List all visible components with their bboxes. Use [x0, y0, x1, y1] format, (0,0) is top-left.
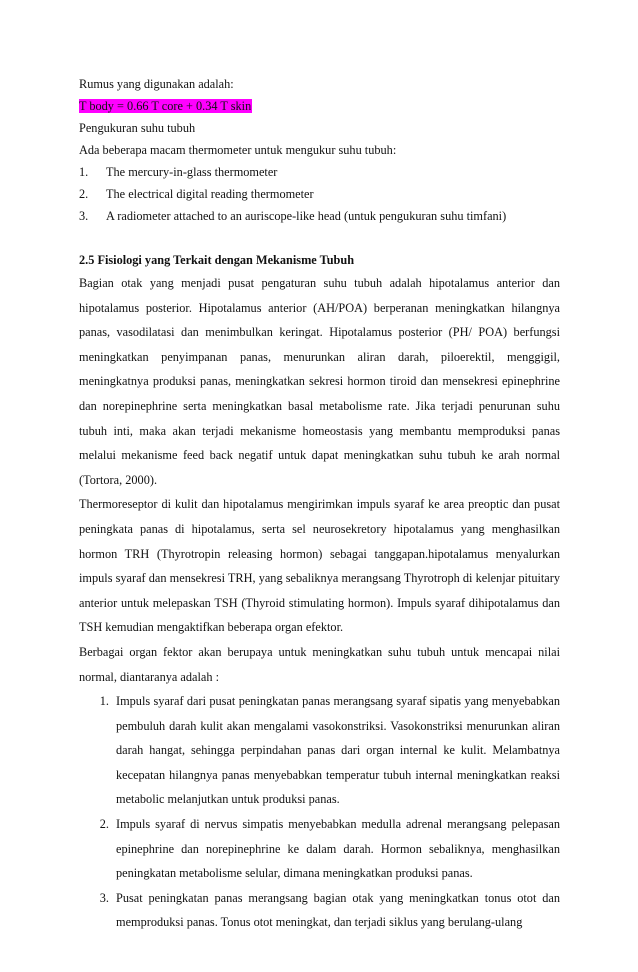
- list-item-number: 1.: [79, 165, 89, 179]
- list-item-text: The mercury-in-glass thermometer: [106, 165, 278, 179]
- list-item-text: Impuls syaraf dari pusat peningkatan panas merangsang syaraf sipatis yang menyebabkan pembuluh darah kulit akan mengalami vasokonstriksi. Vasokonstriksi menurunkan aliran darah hangat, sehingga perpindahan panas dari organ internal ke kulit. Melambatnya kecepatan hilangnya panas menyebabkan temperatur tubuh internal meningkatkan reaksi metabolic melanjutkan untuk produksi panas.: [116, 694, 560, 807]
- list-item-number: 1.: [99, 694, 109, 709]
- list-item-number: 3.: [79, 209, 89, 223]
- paragraph-effector-intro: Berbagai organ fektor akan berupaya untuk meningkatkan suhu tubuh untuk mencapai nilai normal, diantaranya adalah :: [79, 644, 560, 684]
- list-item-text: Impuls syaraf di nervus simpatis menyebabkan medulla adrenal merangsang pelepasan epinephrine dan norepinephrine ke dalam darah. Hormon sebaliknya, menghasilkan peningkatan metabolisme selular, dimana meningkatkan produksi panas.: [116, 817, 560, 881]
- list-item: [79, 205, 560, 227]
- list-item-number: 2.: [99, 817, 109, 832]
- spacer: [79, 227, 560, 249]
- measurement-title: Pengukuran suhu tubuh: [79, 121, 196, 135]
- measurement-intro: Ada beberapa macam thermometer untuk mengukur suhu tubuh:: [79, 143, 397, 157]
- list-item-number: 3.: [99, 890, 109, 905]
- paragraph-thermoreceptor: Thermoreseptor di kulit dan hipotalamus mengirimkan impuls syaraf ke area preoptic dan pusat peningkata panas di hipotalamus, serta sel neurosekretory hipotalamus yang menghasilkan hormon TRH (Thyrotropin releasing hormon) sebagai tanggapan.hipotalamus menyalurkan impuls syaraf dan mensekresi TRH, yang sebaliknya merangsang Thyrotroph di kelenjar pituitary anterior untuk melepaskan TSH (Thyroid stimulating hormon). Impuls syaraf dihipotalamus dan TSH kemudian mengaktifkan beberapa organ efektor.: [79, 497, 560, 635]
- effector-list: [79, 689, 560, 935]
- section-heading: 2.5 Fisiologi yang Terkait dengan Mekanisme Tubuh: [79, 253, 355, 267]
- list-item: [79, 161, 560, 183]
- list-item-number: 2.: [79, 187, 89, 201]
- thermometer-list: [79, 161, 560, 227]
- list-item: [79, 886, 560, 935]
- list-item-text: The electrical digital reading thermometer: [106, 187, 314, 201]
- list-item-text: Pusat peningkatan panas merangsang bagian otak yang meningkatkan tonus otot dan memproduksi panas. Tonus otot meningkat, dan terjadi siklus yang berulang-ulang: [116, 890, 560, 930]
- paragraph-hypothalamus: Bagian otak yang menjadi pusat pengaturan suhu tubuh adalah hipotalamus anterior dan hipotalamus posterior. Hipotalamus anterior (AH/POA) berperanan meningkatkan hilangnya panas, vasodilatasi dan menimbulkan keringat. Hipotalamus posterior (PH/ POA) berfungsi meningkatkan penyimpanan panas, menurunkan aliran darah, piloerektil, menggigil, meningkatnya produksi panas, meningkatkan sekresi hormon tiroid dan mensekresi epinephrine dan norepinephrine serta meningkatkan basal metabolisme rate. Jika terjadi penurunan suhu tubuh inti, maka akan terjadi mekanisme homeostasis yang membantu memproduksi panas melalui mekanisme feed back negatif untuk dapat meningkatkan suhu tubuh ke arah normal (Tortora, 2000).: [79, 276, 560, 487]
- list-item: [79, 183, 560, 205]
- highlighted-formula: T body = 0.66 T core + 0.34 T skin: [79, 99, 252, 113]
- list-item: [79, 689, 560, 812]
- formula-label: Rumus yang digunakan adalah:: [79, 77, 234, 91]
- list-item-text: A radiometer attached to an auriscope-like head (untuk pengukuran suhu timfani): [106, 209, 507, 223]
- formula-line: [79, 95, 560, 117]
- list-item: [79, 812, 560, 886]
